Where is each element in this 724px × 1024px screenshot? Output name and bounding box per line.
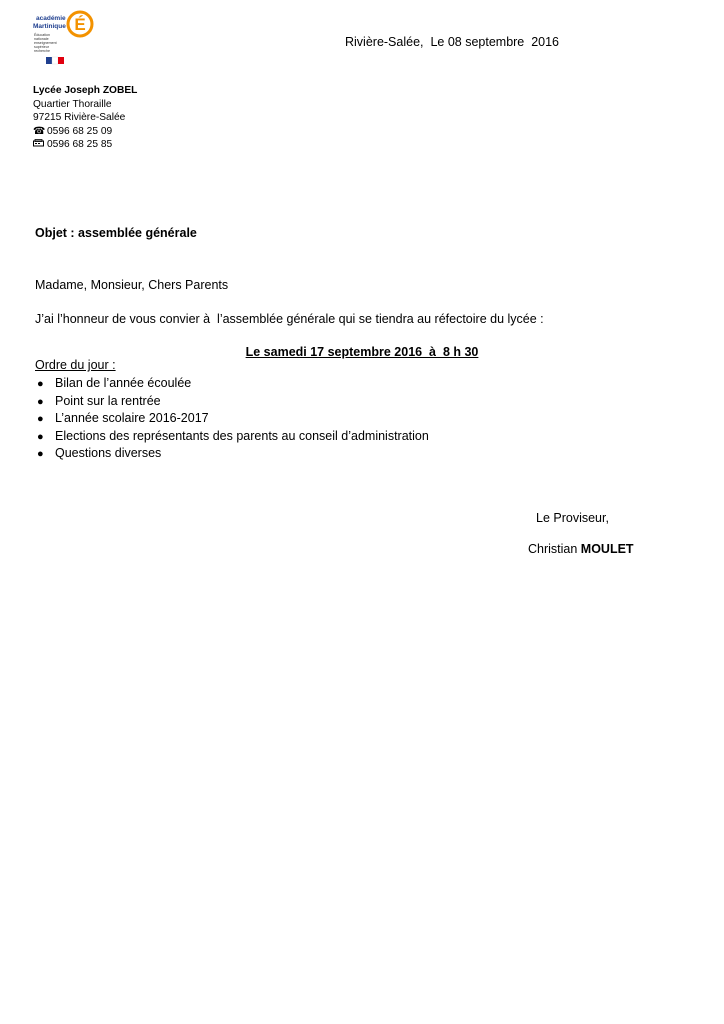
logo-tagline-1: Éducation [34,33,50,37]
date-line: Rivière-Salée, Le 08 septembre 2016 [345,35,560,49]
logo-letter: É [74,15,86,34]
phone-row [33,125,137,139]
bullet-icon: ● [37,430,44,443]
signature-title: Le Proviseur, [536,511,609,525]
intro-paragraph: J’ai l’honneur de vous convier à l’assemblée générale qui se tiendra au réfectoire du lycée : [35,312,544,326]
list-item [34,410,429,428]
agenda-item-text: L’année scolaire 2016-2017 [55,411,209,426]
agenda-item-text: Point sur la rentrée [55,393,161,408]
bullet-icon: ● [37,448,44,461]
school-name: Lycée Joseph ZOBEL [33,85,138,96]
agenda-item-text: Bilan de l’année écoulée [55,376,192,390]
phone-number: 0596 68 25 09 [47,125,113,137]
logo-line1: académie [36,15,66,22]
fax-number: 0596 68 25 85 [47,139,113,151]
list-item [34,428,429,446]
agenda-item-text: Questions diverses [55,446,162,461]
meeting-date-line [0,345,724,359]
bullet-icon: ● [37,413,44,426]
logo-tagline-4: supérieur [34,45,49,49]
signer-first-name: Christian [528,542,581,556]
academie-martinique-logo [32,10,98,68]
salutation: Madame, Monsieur, Chers Parents [35,278,229,292]
bullet-icon: ● [37,395,44,408]
logo-tagline-2: nationale [34,37,49,41]
agenda-title: Ordre du jour : [35,358,116,372]
phone-icon: ☎ [33,125,46,137]
signer-last-name: MOULET [580,542,634,556]
fax-row [33,138,137,152]
agenda-item-text: Elections des représentants des parents au conseil d’administration [55,428,429,443]
academie-logo-icon [32,10,98,68]
list-item [34,393,429,411]
bullet-icon: ● [37,378,44,390]
logo-tagline-3: enseignement [34,41,57,45]
address-line-2: 97215 Rivière-Salée [33,112,126,124]
agenda-list [34,375,429,463]
subject-line: Objet : assemblée générale [35,226,197,240]
signature-name [528,542,634,556]
fax-icon [33,138,47,152]
logo-line2: Martinique [33,23,66,30]
meeting-date: Le samedi 17 septembre 2016 à 8 h 30 [245,345,479,359]
sender-block [33,84,137,152]
logo-tagline-5: recherche [34,49,50,53]
list-item [34,375,429,393]
list-item [34,445,429,463]
address-line-1: Quartier Thoraille [33,98,112,110]
